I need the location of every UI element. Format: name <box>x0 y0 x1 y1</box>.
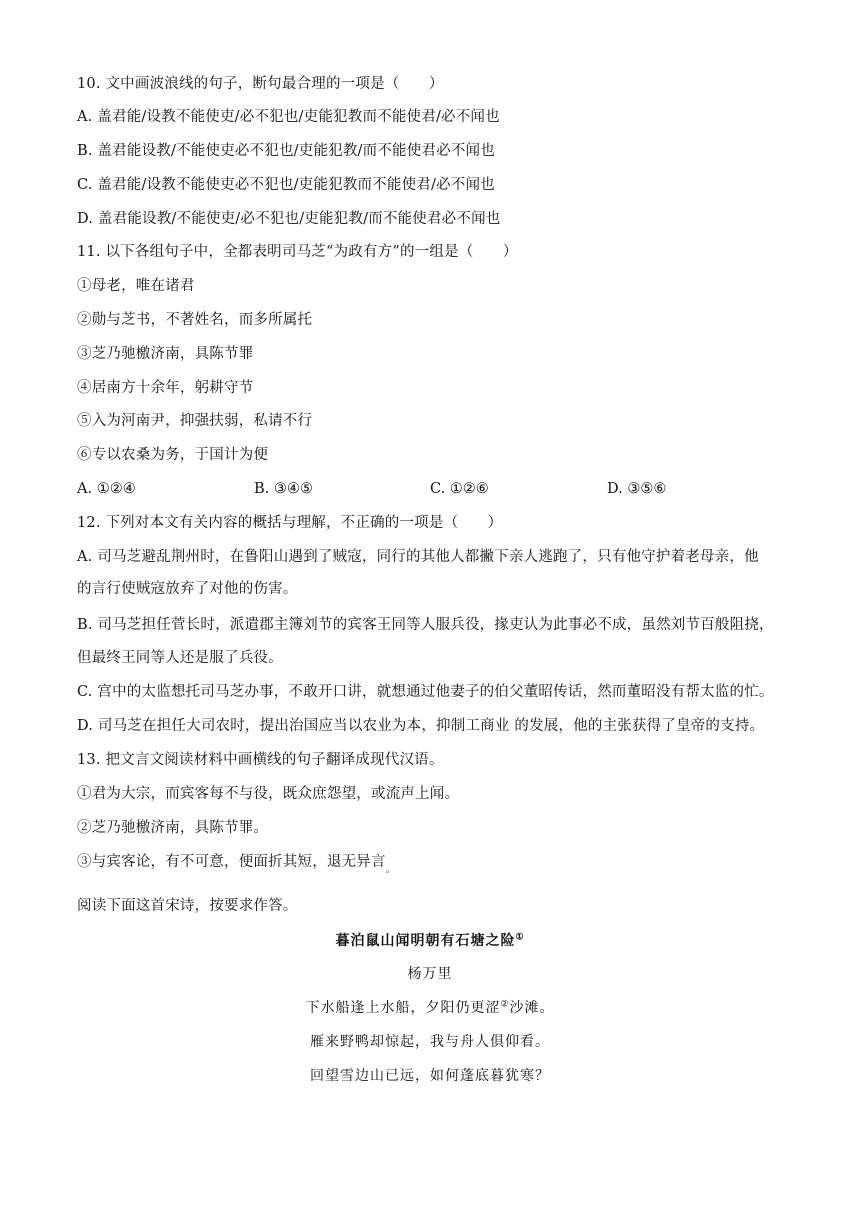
q12-option-b-line2: 但最终王同等人还是服了兵役。 <box>77 650 283 666</box>
q12-option-b-line1: B. 司马芝担任菅长时，派遣郡主簿刘节的宾客王同等人服兵役，掾吏认为此事必不成，虽然刘节百般阻挠， <box>77 617 774 633</box>
q11-choice-d: D. ③⑤⑥ <box>607 481 667 497</box>
poem-instruction: 阅读下面这首宋诗，按要求作答。 <box>77 898 298 914</box>
q11-item-1: ①母老，唯在诸君 <box>77 278 195 294</box>
q11-choice-c: C. ①②⑥ <box>430 481 489 497</box>
q11-choice-a: A. ①②④ <box>77 481 136 497</box>
poem-line-1-b: 沙滩。 <box>509 1000 555 1016</box>
q13-item-3-text: ③与宾客论，有不可意，便面折其短，退无异言 <box>77 854 386 870</box>
q10-option-c: C. 盖君能/设教不能使吏必不犯也/吏能犯教而不能使君/必不闻也 <box>77 177 495 193</box>
q12-stem: 12. 下列对本文有关内容的概括与理解，不正确的一项是（ ） <box>77 515 503 531</box>
q10-option-d: D. 盖君能设教/不能使吏/必不犯也/吏能犯教/而不能使君必不闻也 <box>77 211 501 227</box>
q11-stem: 11. 以下各组句子中，全都表明司马芝“为政有方”的一组是（ ） <box>77 244 518 260</box>
q11-item-5: ⑤入为河南尹，抑强扶弱，私请不行 <box>77 413 313 429</box>
q11-item-2: ②勋与芝书，不著姓名，而多所属托 <box>77 312 313 328</box>
q13-item-3 <box>77 852 395 874</box>
q10-stem: 10. 文中画波浪线的句子，断句最合理的一项是（ ） <box>77 76 444 92</box>
poem-line-2: 雁来野鸭却惊起，我与舟人俱仰看。 <box>310 1034 550 1050</box>
q11-item-6: ⑥专以农桑为务，于国计为便 <box>77 447 269 463</box>
q12-option-d: D. 司马芝在担任大司农时，提出治国应当以农业为本，抑制工商业 的发展，他的主张获得了皇帝的支持。 <box>77 718 765 734</box>
poem-title <box>0 931 860 951</box>
q13-item-2: ②芝乃驰檄济南，具陈节罪。 <box>77 820 269 836</box>
q11-choice-b: B. ③④⑤ <box>254 481 313 497</box>
q12-option-c: C. 宫中的太监想托司马芝办事，不敢开口讲，就想通过他妻子的伯父董昭传话，然而董昭没有帮太监的忙。 <box>77 684 774 700</box>
poem-title-text: 暮泊鼠山闻明朝有石塘之险 <box>335 933 516 949</box>
q13-item-1: ①君为大宗，而宾客每不与役，既众庶怨望，或流声上闻。 <box>77 786 460 802</box>
q12-option-a-line2: 的言行使贼寇放弃了对他的伤害。 <box>77 581 298 597</box>
poem-author: 杨万里 <box>407 966 453 982</box>
q11-item-4: ④居南方十余年，躬耕守节 <box>77 380 254 396</box>
q10-option-a: A. 盖君能/设教不能使吏/必不犯也/吏能犯教而不能使君/必不闻也 <box>77 109 500 125</box>
q10-option-b: B. 盖君能设教/不能使吏必不犯也/吏能犯教/而不能使君必不闻也 <box>77 143 495 159</box>
q13-item-3-mark: 。 <box>385 865 395 875</box>
q11-item-3: ③芝乃驰檄济南，具陈节罪 <box>77 346 254 362</box>
poem-line-3: 回望雪边山已远，如何蓬底暮犹寒？ <box>310 1068 550 1084</box>
poem-line-1 <box>0 998 860 1018</box>
q13-stem: 13. 把文言文阅读材料中画横线的句子翻译成现代汉语。 <box>77 752 444 768</box>
poem-line-1-note: ② <box>500 999 510 1010</box>
poem-title-note: ① <box>515 932 525 943</box>
q12-option-a-line1: A. 司马芝避乱荆州时，在鲁阳山遇到了贼寇，同行的其他人都撇下亲人逃跑了，只有他守护着老母亲，他 <box>77 549 759 565</box>
poem-line-1-a: 下水船逢上水船，夕阳仍更涩 <box>305 1000 501 1016</box>
